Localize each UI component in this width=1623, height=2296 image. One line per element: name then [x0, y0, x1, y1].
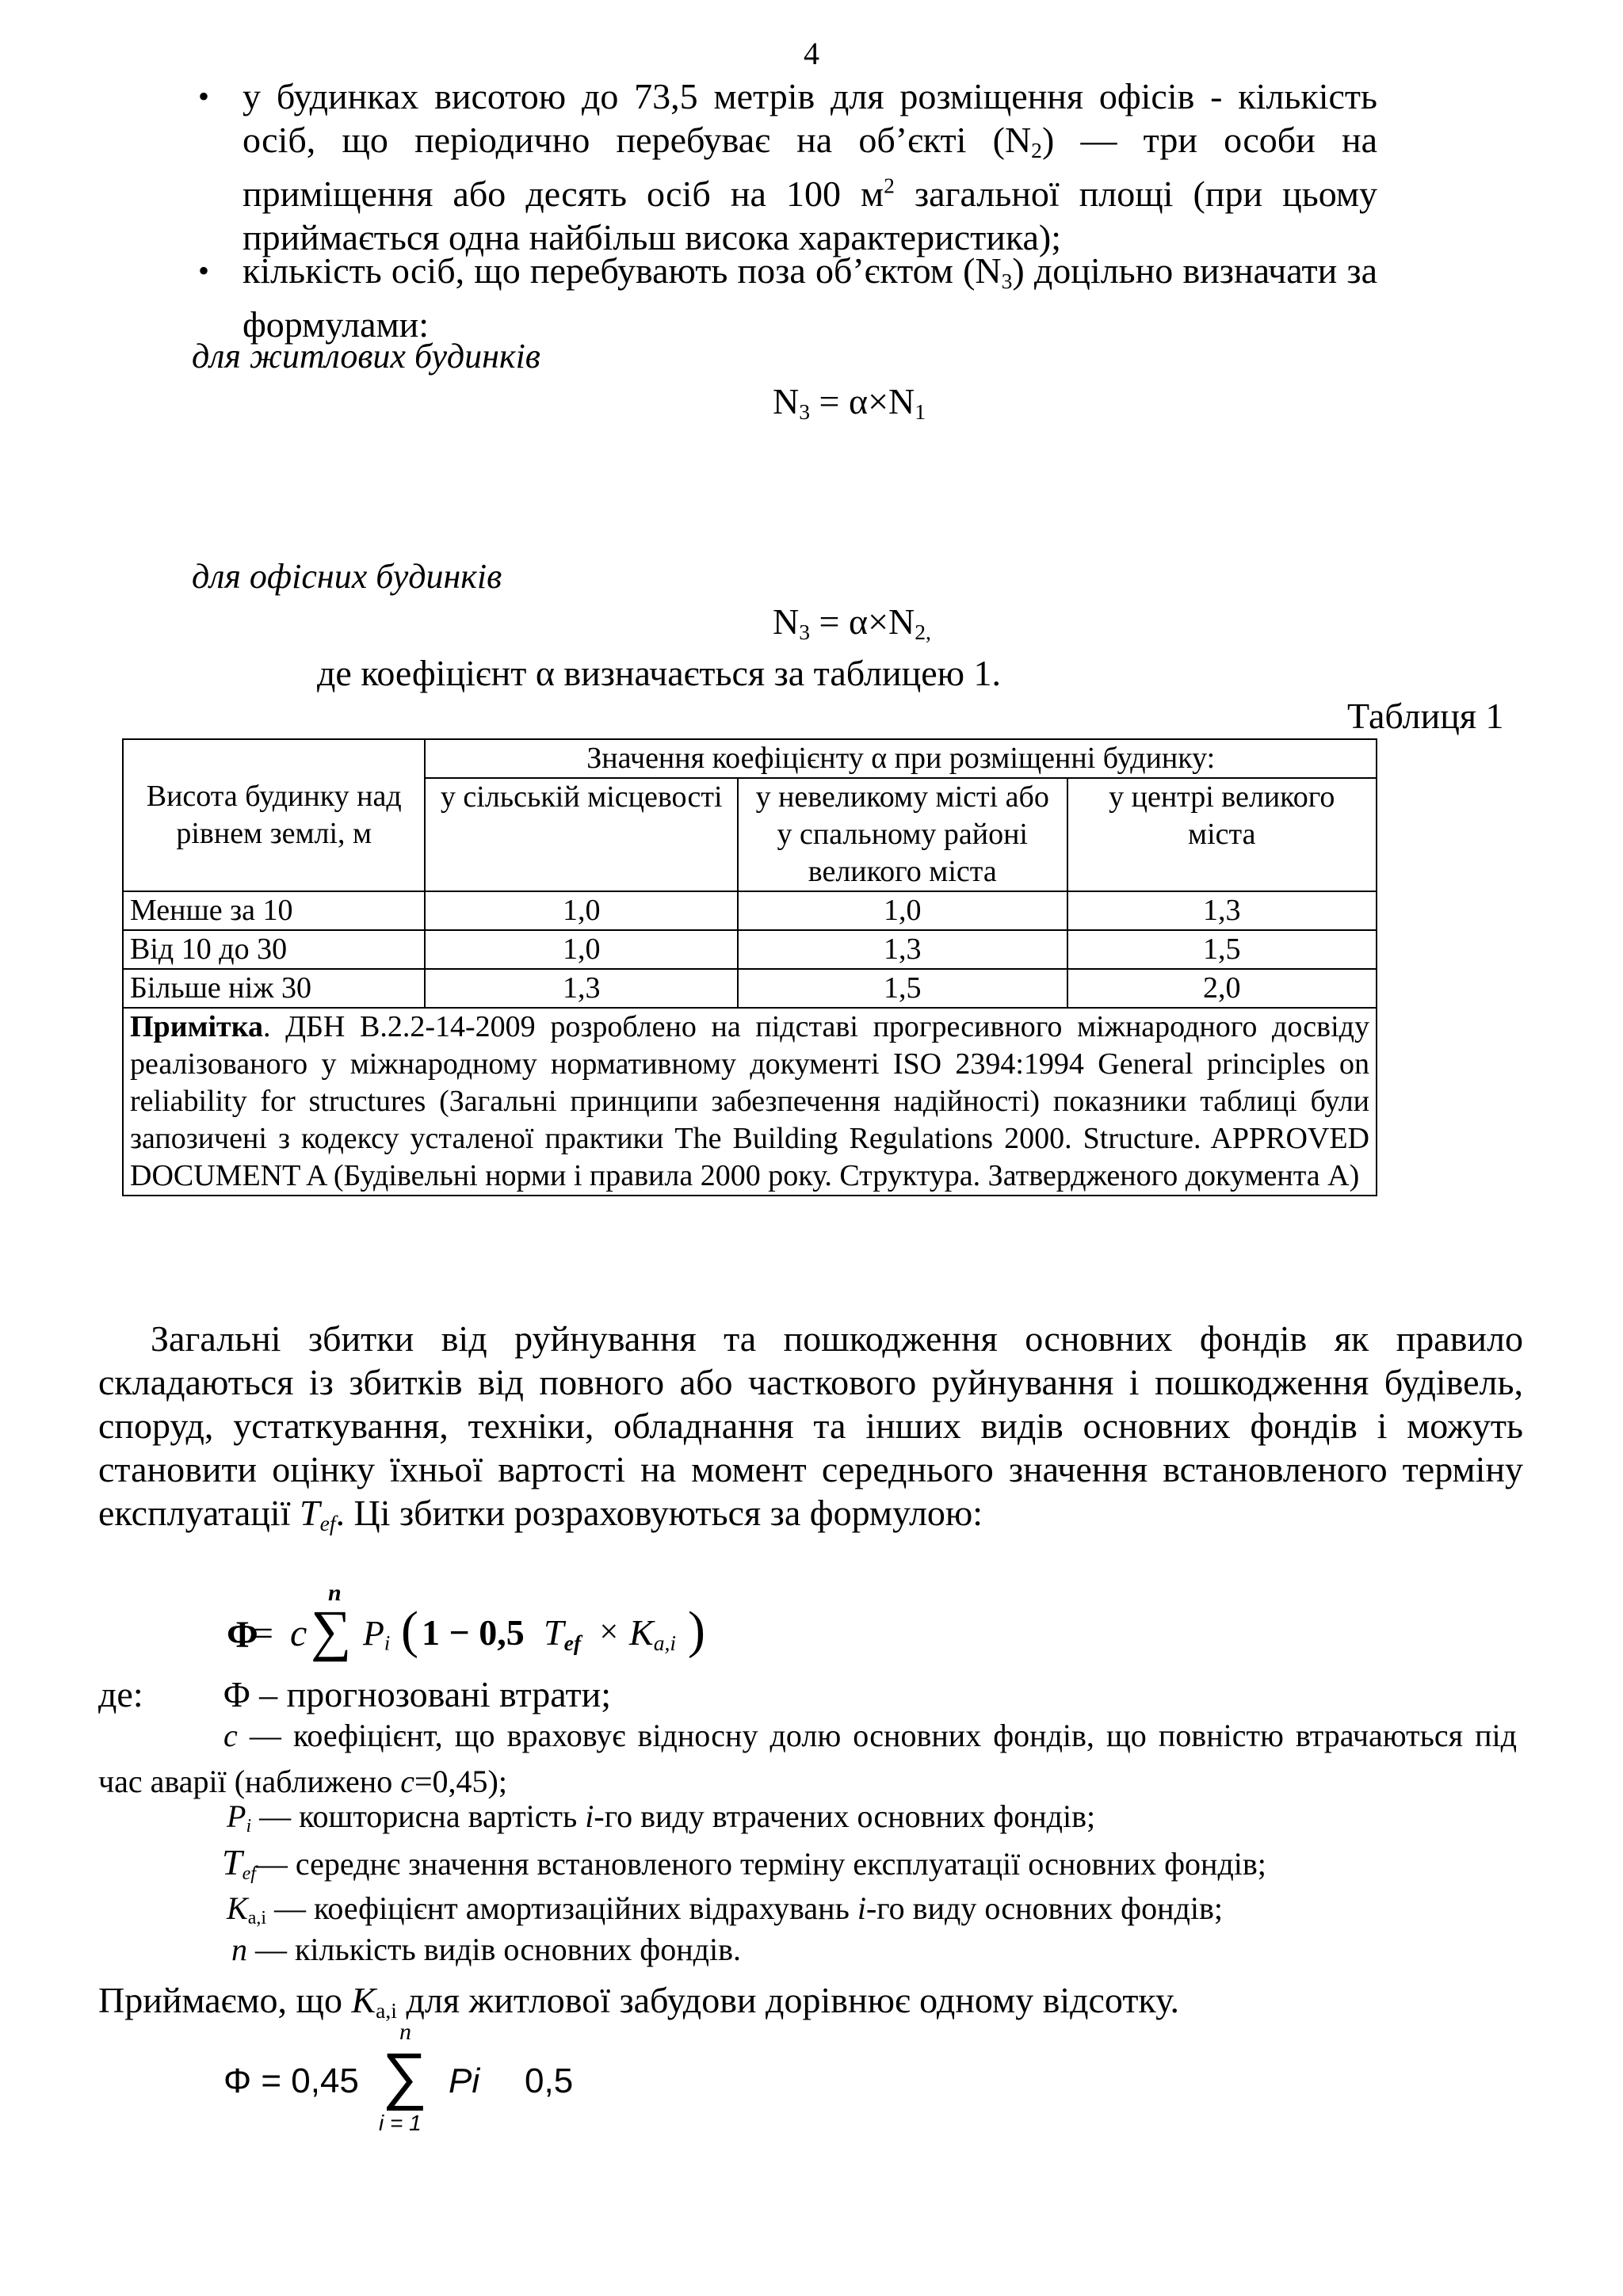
- cell-rural: 1,0: [425, 930, 738, 969]
- final-lhs: Φ = 0,45: [223, 2061, 359, 2100]
- row-label: Більше ніж 30: [123, 969, 425, 1008]
- formula-body: 1 − 0,5: [422, 1612, 525, 1653]
- table-row: [123, 891, 1377, 930]
- final-sum-sign: ∑: [382, 2040, 428, 2111]
- col-rural-header: у сільській місцевості: [425, 778, 738, 891]
- alpha-note: де коефіцієнт α визначається за таблицею 1.: [317, 653, 1001, 693]
- p-definition: $P_i$ — кошторисна вартість i-го виду втрачених основних фондів;: [227, 1798, 1096, 1836]
- k-term: $K_{a,i}$: [629, 1612, 677, 1655]
- cell-center: 1,5: [1067, 930, 1377, 969]
- formula-residential: $N_3 = \alpha\times N_1$: [773, 381, 926, 424]
- note-label: Примітка: [130, 1010, 264, 1043]
- loss-formula: [227, 1580, 705, 1672]
- phi-symbol: Φ: [227, 1614, 258, 1656]
- times-sign: ×: [591, 1614, 627, 1650]
- bullet-dot-2: •: [198, 253, 210, 288]
- cell-small: 1,0: [738, 891, 1067, 930]
- row-label: Менше за 10: [123, 891, 425, 930]
- acceptance-statement: Приймаємо, що $K_{a,i}$ для житлової забудови дорівнює одному відсотку.: [98, 1980, 1180, 2023]
- final-sum-upper: n: [399, 2019, 411, 2045]
- where-label: де:: [98, 1674, 143, 1714]
- t-term: $T_{ef}$: [544, 1612, 582, 1655]
- final-pi: Pi: [449, 2061, 480, 2100]
- bullet-1-text: у будинках висотою до 73,5 метрів для розміщення офісів - кількість осіб, що періодично перебуває на об’єкті $(N_2)$ — три особи на приміщення або десять осіб на 100 $м^2$ загальної площі (при цьому приймається одна найбільш висока характеристика);: [242, 76, 1377, 257]
- p-term: $P_i$: [363, 1614, 391, 1655]
- col-small-header: у невеликому місті або у спальному районі великого міста: [738, 778, 1067, 891]
- c-definition: c — коефіцієнт, що враховує відносну долю основних фондів, що повністю втрачаються під час аварії (наближено c=0,45);: [98, 1718, 1517, 1799]
- table-caption: Таблиця 1: [1347, 696, 1504, 736]
- sum-upper-limit: n: [328, 1580, 342, 1606]
- row-label: Від 10 до 30: [123, 930, 425, 969]
- table-row: [123, 969, 1377, 1008]
- table-row: [123, 930, 1377, 969]
- paren-close: ): [688, 1601, 705, 1659]
- cell-rural: 1,0: [425, 891, 738, 930]
- note-text: . ДБН В.2.2-14-2009 розроблено на підставі прогресивного міжнародного досвіду реалізованого у міжнародному нормативному документі ISO 2394:1994 General principles on reliability for structures (Загальні принципи забезпечення надійності) показники таблиці були запозичені з кодексу усталеної практики The Building Regulations 2000. Structure. APPROVED DOCUMENT A (Будівельні норми і правила 2000 року. Структура. Затвердженого документа А): [130, 1010, 1369, 1192]
- cell-small: 1,3: [738, 930, 1067, 969]
- residential-label: для житлових будинків: [192, 337, 540, 376]
- cell-rural: 1,3: [425, 969, 738, 1008]
- final-formula: [223, 2019, 636, 2138]
- cell-center: 1,3: [1067, 891, 1377, 930]
- page-number: 4: [804, 36, 819, 71]
- equals-sign: =: [254, 1614, 273, 1653]
- cell-small: 1,5: [738, 969, 1067, 1008]
- c-symbol: c: [290, 1612, 307, 1654]
- final-sum-lower: i = 1: [379, 2111, 422, 2135]
- bullet-dot-1: •: [198, 78, 210, 114]
- final-value: 0,5: [525, 2061, 574, 2100]
- coefficient-table: [122, 738, 1377, 1196]
- sum-sign: ∑: [311, 1599, 352, 1662]
- k-definition: $K_{a,i}$ — коефіцієнт амортизаційних відрахувань i-го виду основних фондів;: [227, 1890, 1223, 1928]
- table-note: [123, 1008, 1377, 1196]
- height-header: Висота будинку над рівнем землі, м: [123, 739, 425, 891]
- col-center-header: у центрі великого міста: [1067, 778, 1377, 891]
- bullet-2-text: кількість осіб, що перебувають поза об’єктом $(N_3)$ доцільно визначати за формулами:: [242, 250, 1377, 345]
- office-label: для офісних будинків: [192, 557, 502, 596]
- paren-open: (: [401, 1601, 418, 1659]
- group-header: Значення коефіцієнту α при розміщенні будинку:: [425, 739, 1377, 778]
- cell-center: 2,0: [1067, 969, 1377, 1008]
- phi-definition: Φ – прогнозовані втрати;: [223, 1674, 612, 1714]
- n-definition: n — кількість видів основних фондів.: [231, 1932, 741, 1967]
- formula-office: $N_3 = \alpha\times N_{2,}$: [773, 601, 931, 644]
- t-definition: $T_{ef}—$ середнє значення встановленого терміну експлуатації основних фондів;: [222, 1842, 1266, 1884]
- damage-paragraph: Загальні збитки від руйнування та пошкодження основних фондів як правило складаються із збитків від повного або часткового руйнування і пошкодження будівель, споруд, устаткування, техніки, обладнання та інших видів основних фондів і можуть становити оцінку їхньої вартості на момент середнього значення встановленого терміну експлуатації $T_{ef}$. Ці збитки розраховуються за формулою:: [98, 1318, 1523, 1535]
